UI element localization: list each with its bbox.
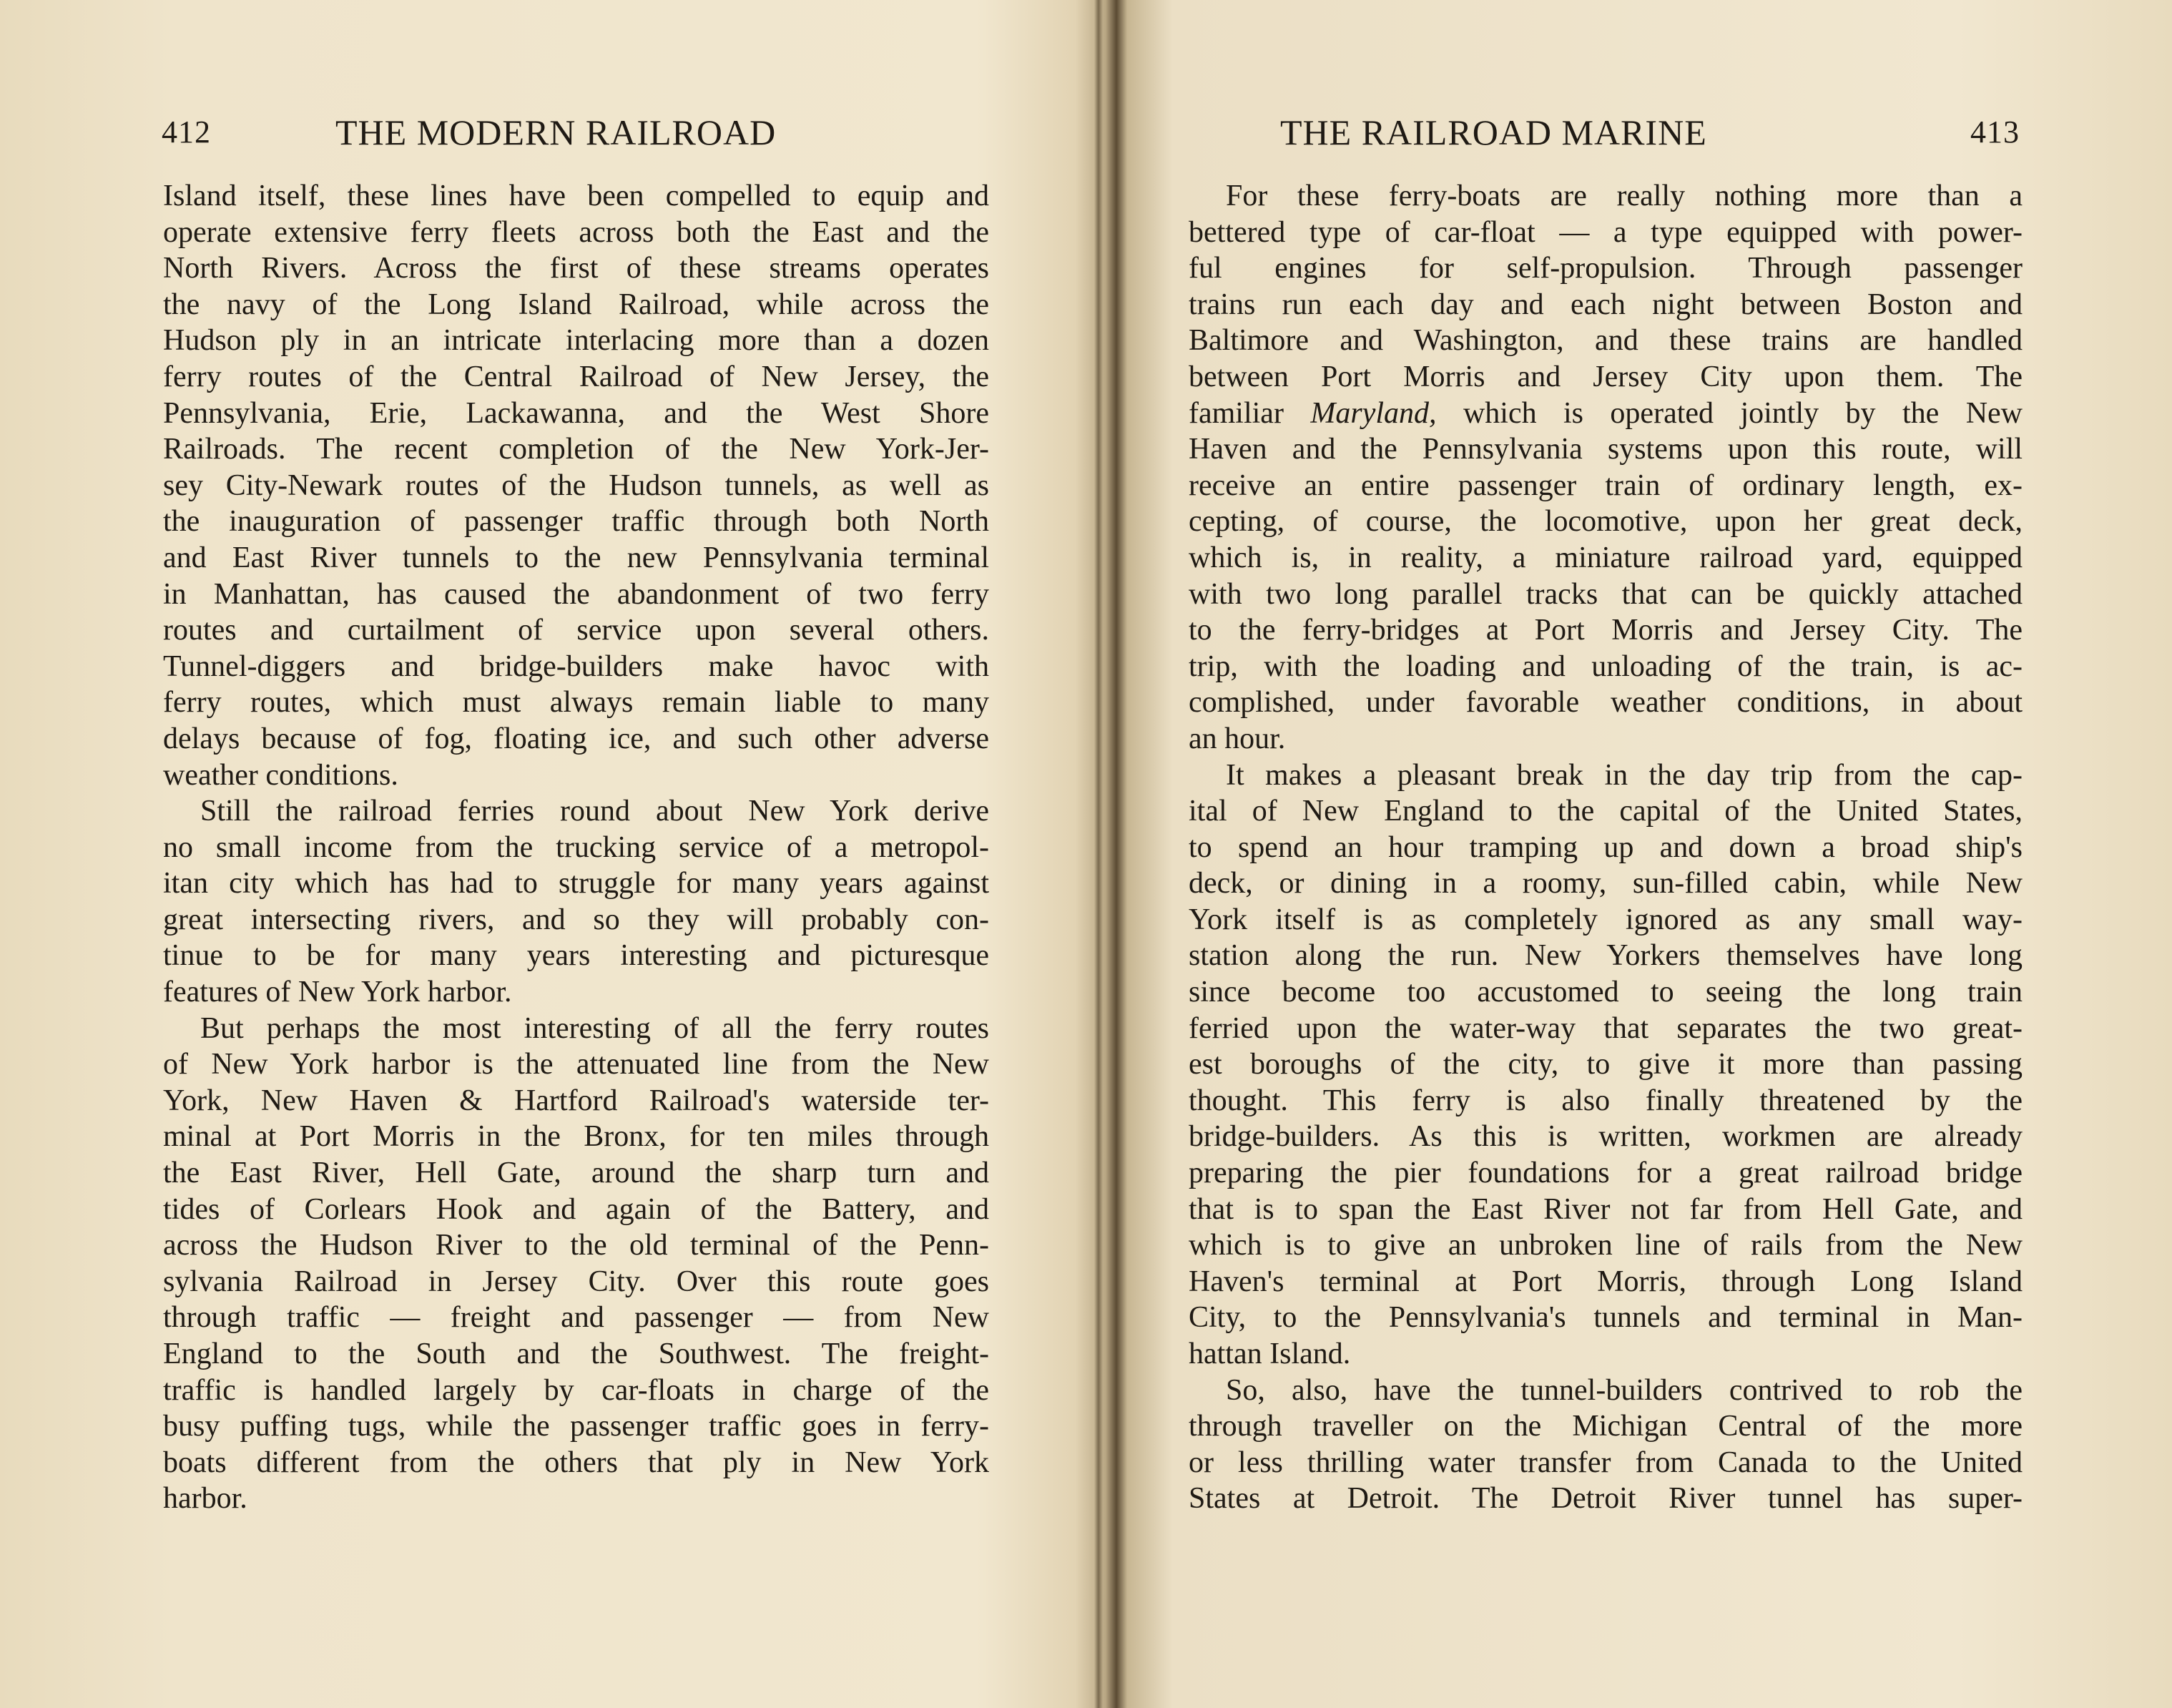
text-line: harbor. [163, 1482, 247, 1516]
text-line: ful engines for self-propulsion. Through passenger [1189, 252, 2023, 285]
text-line: operate extensive ferry fleets across both the East and the [163, 215, 989, 249]
left-page-number: 412 [162, 114, 211, 149]
text-line: or less thrilling water transfer from Canada to the United [1189, 1446, 2023, 1479]
text-line: minal at Port Morris in the Bronx, for ten miles through [163, 1120, 989, 1154]
text-line: bridge-builders. As this is written, workmen are already [1189, 1120, 2023, 1154]
text-line: an hour. [1189, 722, 1286, 755]
text-line: the navy of the Long Island Railroad, while across the [163, 288, 989, 321]
text-line: sey City-Newark routes of the Hudson tunnels, as well as [163, 468, 989, 502]
text-line: tinue to be for many years interesting and picturesque [163, 939, 989, 973]
text-line: sylvania Railroad in Jersey City. Over this route goes [163, 1265, 989, 1298]
text-line: cepting, of course, the locomotive, upon her great deck, [1189, 505, 2023, 539]
text-line: of New York harbor is the attenuated line from the New [163, 1048, 989, 1081]
text-line: North Rivers. Across the first of these streams operates [163, 252, 989, 285]
text-line: traffic is handled largely by car-floats in charge of the [163, 1373, 989, 1407]
text-line: Railroads. The recent completion of the New York-Jer- [163, 433, 989, 466]
text-line: receive an entire passenger train of ordinary length, ex- [1189, 468, 2023, 502]
right-page-number: 413 [1970, 114, 2020, 149]
text-line: features of New York harbor. [163, 976, 512, 1009]
text-line: ferry routes of the Central Railroad of New Jersey, the [163, 360, 989, 393]
text-line: with two long parallel tracks that can be quickly attached [1189, 577, 2023, 611]
text-line: But perhaps the most interesting of all the ferry routes [200, 1011, 989, 1045]
text-line: Haven's terminal at Port Morris, through Long Island [1189, 1265, 2023, 1298]
text-line: It makes a pleasant break in the day trip from the cap- [1226, 758, 2023, 792]
text-line: station along the run. New Yorkers themselves have long [1189, 939, 2023, 973]
text-line: York, New Haven & Hartford Railroad's waterside ter- [163, 1084, 989, 1117]
text-line: Island itself, these lines have been compelled to equip and [163, 180, 989, 212]
text-line: tides of Corlears Hook and again of the Battery, and [163, 1192, 989, 1226]
text-line: great intersecting rivers, and so they will probably con- [163, 903, 989, 936]
text-line: Tunnel-diggers and bridge-builders make havoc with [163, 649, 989, 683]
text-line: to spend an hour tramping up and down a broad ship's [1189, 830, 2023, 864]
text-line: So, also, have the tunnel-builders contrived to rob the [1226, 1373, 2023, 1407]
text-line: through traveller on the Michigan Central of the more [1189, 1410, 2023, 1443]
text-line: itan city which has had to struggle for many years against [163, 867, 989, 900]
text-line: across the Hudson River to the old terminal of the Penn- [163, 1229, 989, 1262]
text-line: to the ferry-bridges at Port Morris and Jersey City. The [1189, 614, 2023, 647]
text-line: that is to span the East River not far from Hell Gate, and [1189, 1192, 2023, 1226]
text-line: ital of New England to the capital of the United States, [1189, 795, 2023, 828]
text-line: ferried upon the water-way that separates the two great- [1189, 1011, 2023, 1045]
text-line: trip, with the loading and unloading of the train, is ac- [1189, 649, 2023, 683]
text-line: trains run each day and each night between Boston and [1189, 288, 2023, 321]
text-line: England to the South and the Southwest. The freight- [163, 1338, 989, 1370]
text-line: ferry routes, which must always remain liable to many [163, 686, 989, 720]
text-line: boats different from the others that ply in New York [163, 1446, 989, 1479]
text-line: City, to the Pennsylvania's tunnels and terminal in Man- [1189, 1301, 2023, 1335]
right-running-head [1186, 104, 2020, 161]
text-line: between Port Morris and Jersey City upon them. The [1189, 360, 2023, 393]
text-line: which is to give an unbroken line of rails from the New [1189, 1229, 2023, 1262]
text-line: York itself is as completely ignored as any small way- [1189, 903, 2023, 936]
text-line: States at Detroit. The Detroit River tunnel has super- [1189, 1482, 2023, 1516]
text-line: hattan Island. [1189, 1338, 1351, 1370]
text-line: Still the railroad ferries round about New York derive [200, 795, 989, 828]
text-line: complished, under favorable weather conditions, in about [1189, 686, 2023, 720]
text-line: bettered type of car-float — a type equipped with power- [1189, 215, 2023, 249]
text-line: Baltimore and Washington, and these trains are handled [1189, 324, 2023, 358]
text-line: through traffic — freight and passenger — from New [163, 1301, 989, 1335]
text-line: deck, or dining in a roomy, sun-filled cabin, while New [1189, 867, 2023, 900]
text-line: Pennsylvania, Erie, Lackawanna, and the West Shore [163, 396, 989, 430]
text-line: and East River tunnels to the new Pennsylvania terminal [163, 541, 989, 574]
left-running-title: THE MODERN RAILROAD [335, 112, 777, 152]
text-line: est boroughs of the city, to give it more than passing [1189, 1048, 2023, 1081]
text-line: which is, in reality, a miniature railroad yard, equipped [1189, 541, 2023, 574]
right-body-text [1189, 178, 2023, 1517]
left-running-head [162, 104, 990, 161]
text-line: preparing the pier foundations for a great railroad bridge [1189, 1157, 2023, 1190]
text-line: familiar Maryland, which is operated jointly by the New [1189, 396, 2023, 430]
text-line: Haven and the Pennsylvania systems upon this route, will [1189, 433, 2023, 466]
text-line: in Manhattan, has caused the abandonment of two ferry [163, 577, 989, 611]
text-line: weather conditions. [163, 758, 398, 792]
text-line: Hudson ply in an intricate interlacing more than a dozen [163, 324, 989, 358]
text-line: thought. This ferry is also finally threatened by the [1189, 1084, 2023, 1117]
left-body-text [163, 178, 989, 1517]
text-line: delays because of fog, floating ice, and such other adverse [163, 722, 989, 755]
text-line: routes and curtailment of service upon several others. [163, 614, 989, 647]
text-line: since become too accustomed to seeing the long train [1189, 976, 2023, 1009]
right-running-title: THE RAILROAD MARINE [1280, 112, 1707, 152]
text-line: For these ferry-boats are really nothing more than a [1226, 180, 2023, 212]
text-line: busy puffing tugs, while the passenger traffic goes in ferry- [163, 1410, 989, 1443]
text-line: the East River, Hell Gate, around the sharp turn and [163, 1157, 989, 1190]
text-line: no small income from the trucking service of a metropol- [163, 830, 989, 864]
right-page [1087, 0, 2172, 1708]
text-line: the inauguration of passenger traffic through both North [163, 505, 989, 539]
